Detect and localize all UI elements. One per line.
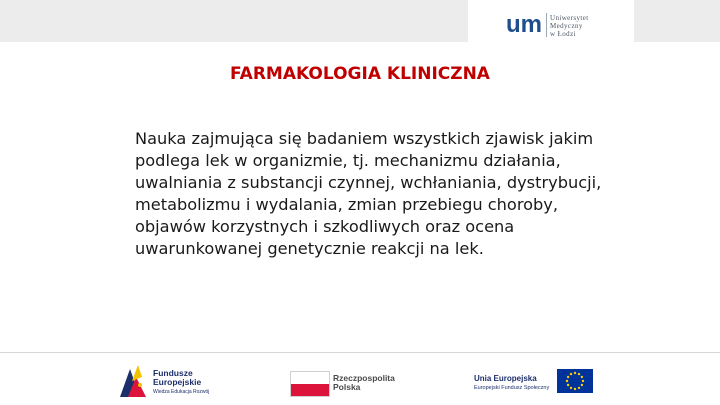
footer-logos (0, 355, 720, 405)
body-line: metabolizmu i wydalania, zmian przebiegu choroby, (135, 195, 559, 214)
body-line: objawów korzystnych i szkodliwych oraz ocena (135, 217, 515, 236)
fe-line-1: Fundusze (153, 368, 193, 378)
european-funds-icon (120, 365, 150, 397)
slide-title: FARMAKOLOGIA KLINICZNA (230, 64, 490, 84)
logo-line-1: Uniwersytet (550, 14, 589, 22)
european-funds-subtitle: Wiedza Edukacja Rozwój (153, 389, 210, 395)
eu-title: Unia Europejska (474, 374, 537, 383)
fe-line-2: Europejskie (153, 377, 202, 387)
um-logo-icon (506, 14, 542, 36)
logo-divider (546, 13, 547, 37)
body-line: podlega lek w organizmie, tj. mechanizmu działania, (135, 151, 561, 170)
university-logo (468, 0, 634, 42)
eu-flag-icon (557, 369, 593, 393)
poland-flag-icon (290, 371, 330, 397)
poland-label (333, 374, 395, 392)
logo-line-2: Medyczny (550, 22, 583, 30)
logo-wordmark (550, 14, 589, 38)
rp-line-1: Rzeczpospolita (333, 373, 395, 383)
eu-subtitle: Europejski Fundusz Społeczny (474, 385, 550, 391)
body-line: uwarunkowanej genetycznie reakcji na lek. (135, 239, 484, 258)
body-line: uwalniania z substancji czynnej, wchłaniania, dystrybucji, (135, 173, 602, 192)
body-line: Nauka zajmująca się badaniem wszystkich zjawisk jakim (135, 129, 594, 148)
european-funds-label (153, 369, 201, 387)
rp-line-2: Polska (333, 382, 361, 392)
logo-mark-text: um (506, 14, 542, 36)
slide-body-text (135, 128, 635, 260)
logo-line-3: w Łodzi (550, 30, 576, 38)
footer-divider (0, 352, 720, 353)
